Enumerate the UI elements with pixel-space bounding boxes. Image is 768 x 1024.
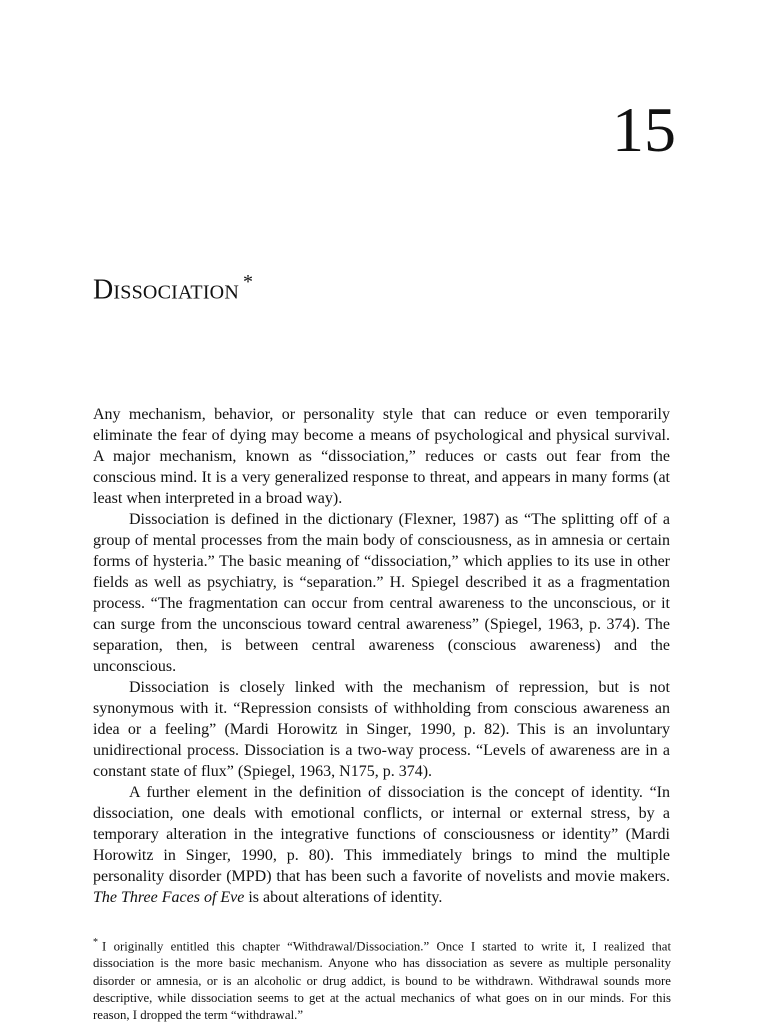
paragraph-1: Any mechanism, behavior, or personality style that can reduce or even temporarily eliminate the fear of dying may become a means of psychological and physical survival. A major mechanism, known as “dissociation,” reduces or casts out fear from the conscious mind. It is a very generalized response to threat, and appears in many forms (at least when interpreted in a broad way). xyxy=(93,406,670,507)
paragraph-3: Dissociation is closely linked with the mechanism of repression, but is not synonymous with it. “Repression consists of withholding from conscious awareness an idea or a feeling” (Mardi Horowitz in Singer, 1990, p. 82). This is an involuntary unidirectional process. Dissociation is a two-way process. “Levels of awareness are in a constant state of flux” (Spiegel, 1963, N175, p. 374). xyxy=(93,679,670,780)
footnote-text: I originally entitled this chapter “Withdrawal/Dissociation.” Once I started to write it, I realized that dissociation is the more basic mechanism. Anyone who has dissociation as severe as multiple personality disorder or amnesia, or is an alcoholic or drug addict, is bound to be withdrawn. Withdrawal sounds more descriptive, while dissociation seems to get at the actual mechanics of what goes on in our minds. For this reason, I dropped the term “withdrawal.” xyxy=(93,939,671,1023)
footnote-mark: * xyxy=(93,937,98,948)
paragraph-4-end: is about alterations of identity. xyxy=(248,889,443,906)
paragraph-4 xyxy=(93,782,670,908)
footnote xyxy=(93,934,671,1024)
paragraph-4-text: A further element in the definition of dissociation is the concept of identity. “In dissociation, one deals with emotional conflicts, or internal or external stress, by a temporary alteration in the integrative functions of consciousness or identity” (Mardi Horowitz in Singer, 1990, p. 80). This immediately brings to mind the multiple personality disorder (MPD) that has been such a favorite of novelists and movie makers. xyxy=(93,784,670,885)
book-title: The Three Faces of Eve xyxy=(93,889,245,906)
body-text xyxy=(93,404,670,908)
chapter-title xyxy=(93,272,253,304)
paragraph-2: Dissociation is defined in the dictionary (Flexner, 1987) as “The splitting off of a group of mental processes from the main body of consciousness, as in amnesia or certain forms of hysteria.” The basic meaning of “dissociation,” which applies to its use in other fields as well as psychiatry, is “separation.” H. Spiegel described it as a fragmentation process. “The fragmentation can occur from central awareness to the unconscious, or it can surge from the unconscious toward central awareness” (Spiegel, 1963, p. 374). The separation, then, is between central awareness (conscious awareness) and the unconscious. xyxy=(93,511,670,675)
footnote-reference-mark: * xyxy=(242,271,254,293)
chapter-number: 15 xyxy=(612,94,676,165)
chapter-title-text: Dissociation xyxy=(93,274,239,306)
